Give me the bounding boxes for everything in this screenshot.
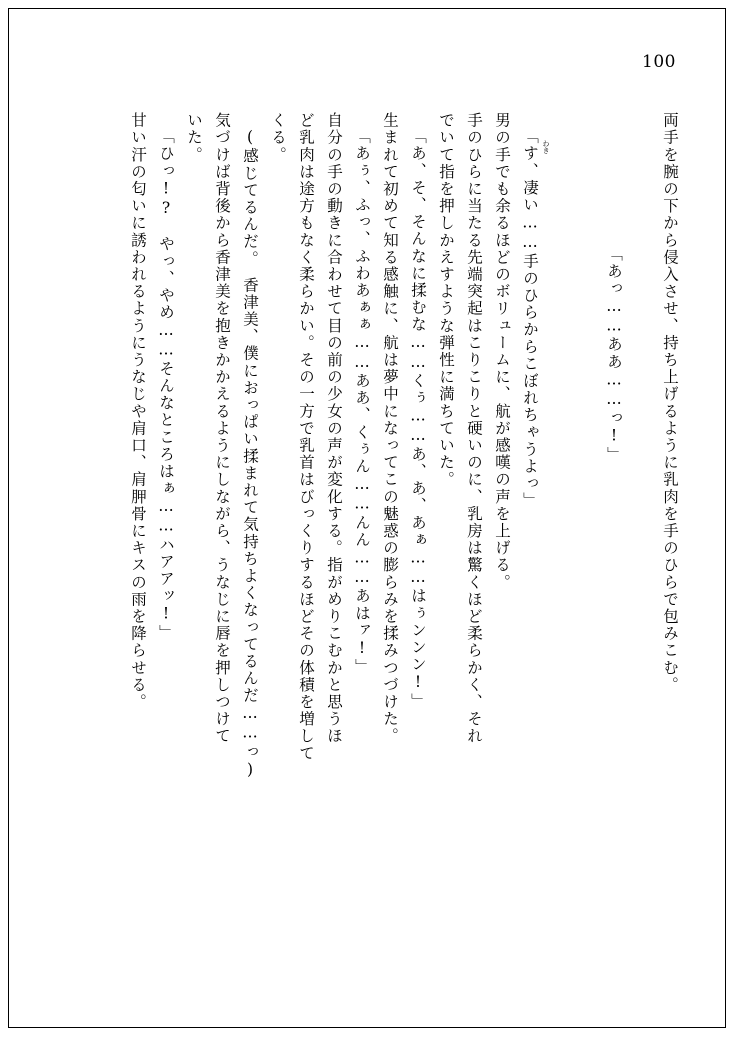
- text-line: 「あぅ、ふっ、ふわあぁぁ……ああ、くぅん……んん……あはァ!」: [353, 128, 371, 676]
- text-line: 「す、凄い……手のひらからこぼれちゃうよっ」: [521, 128, 539, 510]
- page-number: 100: [642, 52, 676, 72]
- ruby-annotation: わき: [542, 140, 550, 154]
- vertical-text-block: [52, 112, 684, 942]
- text-line: いた。: [185, 112, 203, 164]
- text-line: 手のひらに当たる先端突起はこりこりと硬いのに、乳房は驚くほど柔らかく、それ: [465, 112, 483, 745]
- text-line: 両手を腕の下から侵入させ、持ち上げるように乳肉を手のひらで包みこむ。: [661, 112, 679, 694]
- text-line: [544, 112, 656, 958]
- line-text: 「あっ……ああ……っ!」: [605, 245, 623, 464]
- text-line: 男の手でも余るほどのボリュームに、航が感嘆の声を上げる。: [493, 112, 511, 591]
- text-line: (感じてるんだ。 香津美、僕におっぱい揉まれて気持ちよくなってるんだ……っ): [241, 128, 259, 781]
- text-line: 「ひっ!? やっ、やめ……そんなところはぁ……ハアアッ!」: [157, 128, 175, 642]
- text-line: 自分の手の動きに合わせて目の前の少女の声が変化する。指がめりこむかと思うほ: [325, 112, 343, 745]
- text-line: でいて指を押しかえすような弾性に満ちていた。: [437, 112, 455, 489]
- text-line: 甘い汗の匂いに誘われるようにうなじや肩口、肩胛骨にキスの雨を降らせる。: [129, 112, 147, 711]
- text-line: 「あ、そ、そんなに揉むな……くぅ……あ、あ、あぁ……はぅンンン!」: [409, 128, 427, 710]
- text-line: くる。: [269, 112, 287, 164]
- text-line: 生まれて初めて知る感触に、航は夢中になってこの魅惑の膨らみを揉みつづけた。: [381, 112, 399, 745]
- text-line: 気づけば背後から香津美を抱きかかえるようにしながら、うなじに唇を押しつけて: [213, 112, 231, 745]
- text-line: ど乳肉は途方もなく柔らかい。その一方で乳首はびっくりするほどその体積を増して: [297, 112, 315, 762]
